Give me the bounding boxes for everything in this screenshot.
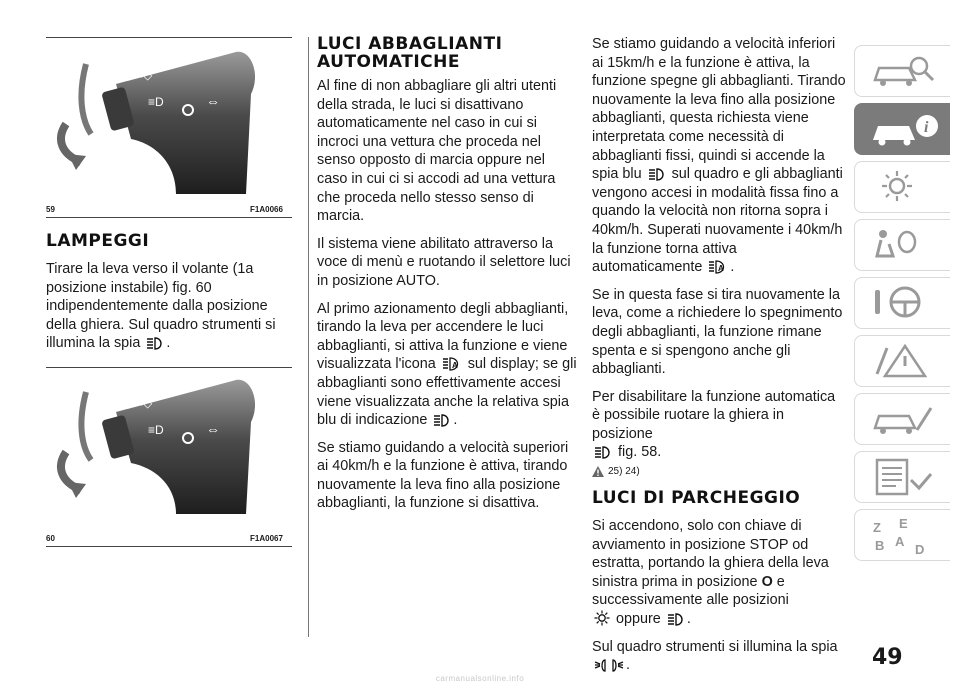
road-triangle-icon xyxy=(869,342,939,382)
svg-text:A: A xyxy=(895,534,905,549)
warning-lights-icon xyxy=(869,168,939,208)
steering-wheel-icon xyxy=(869,284,939,324)
paragraph: Al primo azionamento degli abbaglianti, tirando la leva per accendere le luci abbaglianti, si attiva la funzione e viene visualizzata l'icona A sul display; se gli abbaglianti sono effettivamente accesi viene visualizzata anche la relativa spia blu di indicazione . xyxy=(317,300,577,429)
lever-illustration xyxy=(46,374,292,514)
position-lights-icon xyxy=(594,659,624,672)
note-references: 25) 24) xyxy=(608,466,640,478)
paragraph: Se in questa fase si tira nuovamente la leva, come a richiedere lo spegnimento degli abbaglianti, la funzione rimane spenta e si spengono anche gli abbaglianti. xyxy=(592,286,843,378)
section-lampeggi xyxy=(46,232,296,362)
text-column-right xyxy=(592,35,846,684)
car-info-icon xyxy=(869,110,939,150)
paragraph: Se stiamo guidando a velocità inferiori ai 15km/h e la funzione è attiva, la funzione spegne gli abbaglianti. Tirando nuovamente la leva fino alla posizione abbaglianti, questa richiesta viene interpretata come necessità di abbaglianti fissi, quindi si accende la spia blu sul quadro e gli abbaglianti vengono accesi in modalità fissa fino a quando la velocità non ritorna sopra i 40km/h. Superati nuovamente i 40km/h la funzione torna attiva automaticamente A . xyxy=(592,36,846,276)
paragraph: Al fine di non abbagliare gli altri utenti della strada, le luci si disattivano automaticamente nel caso in cui si incroci una vettura che proceda nel senso opposto di marcia oppure nel caso in cui ci si accodi ad una vettura che proceda nello stesso senso di marcia. xyxy=(317,78,557,225)
tab-steering-wheel[interactable] xyxy=(854,277,950,329)
paragraph: Per disabilitare la funzione automatica è possibile ruotare la ghiera in posizione fig. 58. xyxy=(592,388,836,461)
column-divider xyxy=(308,37,309,637)
index-letters-icon xyxy=(869,516,939,556)
paragraph: Si accendono, solo con chiave di avviamento in posizione STOP od estratta, portando la ghiera della leva sinistra prima in posizione O e successivamente alle posizioni oppure . xyxy=(592,518,829,628)
section-heading: LAMPEGGI xyxy=(46,231,150,251)
car-wrench-icon xyxy=(869,400,939,440)
figure-60 xyxy=(46,374,292,514)
warning-triangle-icon xyxy=(592,466,604,477)
paragraph: Tirare la leva verso il volante (1a posizione instabile) fig. 60 indipendentemente dalla posizione della ghiera. Sul quadro strumenti si illumina la spia . xyxy=(46,261,276,352)
svg-text:≡D: ≡D xyxy=(148,423,164,437)
side-lights-icon xyxy=(594,610,610,626)
lever-illustration xyxy=(46,44,292,194)
high-beam-icon xyxy=(648,168,666,181)
svg-text:B: B xyxy=(875,538,885,553)
high-beam-icon xyxy=(146,337,164,350)
tab-specs-list[interactable] xyxy=(854,451,950,503)
paragraph: Il sistema viene abilitato attraverso la voce di menù e ruotando il selettore luci in posizione AUTO. xyxy=(317,235,571,289)
high-beam-icon xyxy=(433,414,451,427)
car-search-icon xyxy=(869,52,939,92)
svg-text:⇔: ⇔ xyxy=(206,421,220,437)
figure-top-rule xyxy=(46,367,292,368)
tab-car-wrench[interactable] xyxy=(854,393,950,445)
svg-text:Z: Z xyxy=(873,520,881,535)
warning-note xyxy=(592,466,846,477)
section-luci-abbaglianti-automatiche xyxy=(317,35,577,522)
ring-position-o: O xyxy=(761,573,773,590)
page-number: 49 xyxy=(872,645,903,670)
watermark: carmanualsonline.info xyxy=(435,674,525,683)
svg-text:D: D xyxy=(915,542,925,556)
tab-road-triangle[interactable] xyxy=(854,335,950,387)
svg-text:E: E xyxy=(899,516,908,531)
auto-high-beam-icon xyxy=(708,260,728,274)
figure-bottom-rule xyxy=(46,546,292,547)
figure-code: F1A0066 xyxy=(250,205,283,214)
svg-text:A: A xyxy=(718,264,725,274)
figure-top-rule xyxy=(46,37,292,38)
tab-car-info[interactable] xyxy=(854,103,950,155)
tab-car-search[interactable] xyxy=(854,45,950,97)
auto-high-beam-icon xyxy=(442,357,462,371)
section-heading: LUCI ABBAGLIANTI AUTOMATICHE xyxy=(317,34,503,72)
svg-text:i: i xyxy=(924,119,929,136)
svg-text:⇔: ⇔ xyxy=(206,93,220,109)
figure-bottom-rule xyxy=(46,217,292,218)
figure-number: 60 xyxy=(46,534,55,543)
tab-index[interactable] xyxy=(854,509,950,561)
svg-text:A: A xyxy=(451,361,458,371)
high-beam-icon xyxy=(594,446,612,459)
figure-code: F1A0067 xyxy=(250,534,283,543)
figure-59 xyxy=(46,44,292,194)
specs-list-icon xyxy=(869,458,939,498)
svg-text:≡D: ≡D xyxy=(148,95,164,109)
paragraph: Sul quadro strumenti si illumina la spia . xyxy=(592,638,838,674)
svg-text:≡◇: ≡◇ xyxy=(136,396,153,410)
tab-warning-lights[interactable] xyxy=(854,161,950,213)
figure-number: 59 xyxy=(46,205,55,214)
high-beam-icon xyxy=(667,613,685,626)
section-heading: LUCI DI PARCHEGGIO xyxy=(592,488,801,509)
svg-text:≡◇: ≡◇ xyxy=(136,68,153,82)
tab-airbag-seat[interactable] xyxy=(854,219,950,271)
paragraph: Se stiamo guidando a velocità superiori ai 40km/h e la funzione è attiva, tirando nuovamente la leva fino alla posizione abbaglianti, la funzione si disattiva. xyxy=(317,439,569,512)
airbag-seat-icon xyxy=(869,226,939,266)
